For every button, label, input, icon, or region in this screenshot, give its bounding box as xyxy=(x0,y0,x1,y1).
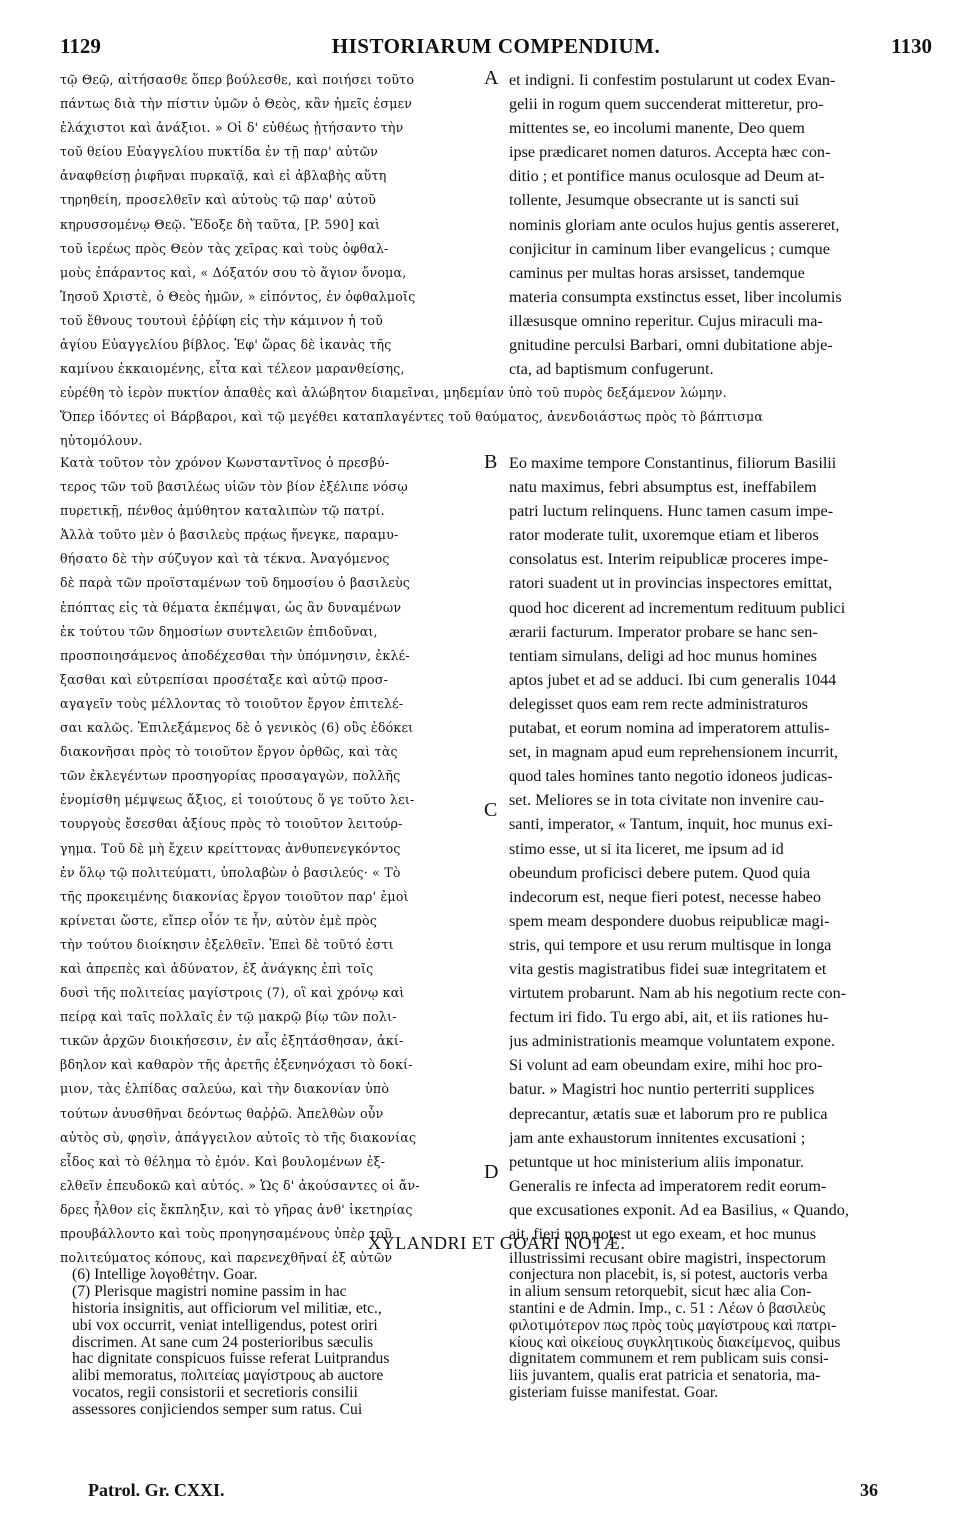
latin-text-line: putabat, et eorum nomina ad imperatorem attulis- xyxy=(509,719,830,738)
latin-column-section-1 xyxy=(509,68,929,381)
margin-marker-c: C xyxy=(484,799,498,821)
greek-text-line: τικῶν ἀρχῶν διοικήσεσιν, ἐν αἷς ἐξητάσθησαν, ἀκί- xyxy=(60,1033,404,1049)
latin-text-line: rator moderate tulit, uxoremque etiam et liberos xyxy=(509,526,819,545)
greek-text-line: τῆς προκειμένης διακονίας ἔργον τοιοῦτον παρ' ἐμοὶ xyxy=(60,888,409,904)
greek-text-line: αὐτὸς σὺ, φησὶν, ἀπάγγειλον αὐτοῖς τὸ τῆς διακονίας xyxy=(60,1129,417,1145)
latin-text-line: virtutem probarunt. Nam ab his negotium recte con- xyxy=(509,984,847,1003)
latin-text-line: deprecantur, ætatis suæ et laborum pro re publica xyxy=(509,1104,828,1123)
latin-text-line: spem meam despondere duobus reipublicæ magi- xyxy=(509,911,830,930)
greek-text-line: μιον, τὰς ἐλπίδας σαλεύω, καὶ τὴν διακονίαν ὑπὸ xyxy=(60,1081,390,1097)
latin-text-line: caminus per multas horas arsisset, tandemque xyxy=(509,263,805,282)
greek-column-section-2 xyxy=(60,451,480,1270)
greek-text-line: γημα. Τοῦ δὲ μὴ ἔχειν κρείττονας ἀνθυπενεγκόντος xyxy=(60,840,401,856)
footer-series-label: Patrol. Gr. CXXI. xyxy=(88,1480,225,1500)
greek-text-line: κρίνεται ὥστε, εἴπερ οἷόν τε ἦν, αὐτὸν ἐμὲ πρὸς xyxy=(60,912,378,928)
note-text-line: dignitatem communem et rem publicam suis consi- xyxy=(509,1350,829,1368)
greek-text-line: ηὐτομόλουν. xyxy=(60,433,143,449)
latin-text-line: vita gestis magistratibus fidei suæ integritatem et xyxy=(509,959,827,978)
latin-text-line: ratori suadent ut in provincias inspectores emittat, xyxy=(509,574,833,593)
note-text-line: (6) Intellige λογοθέτην. Goar. xyxy=(72,1267,258,1283)
greek-text-line: τῶν ἐκλεγέντων προσηγορίας προσαγαγὼν, πολλῆς xyxy=(60,768,401,784)
margin-marker-a: A xyxy=(484,67,499,89)
left-column-number: 1129 xyxy=(60,34,101,58)
greek-text-line: αγαγεῖν τοὺς μέλλοντας τὸ τοιοῦτον ἔργον ἐπιτελέ- xyxy=(60,695,404,711)
greek-text-line: Ὅπερ ἰδόντες οἱ Βάρβαροι, καὶ τῷ μεγέθει καταπλαγέντες τοῦ θαύματος, ἀνενδοιάστως πρὸς τὸ βάπτισμα xyxy=(60,409,764,425)
latin-text-line: Generalis re infecta ad imperatorem redit eorum- xyxy=(509,1176,827,1195)
greek-text-line: καμίνου ἐκκαιομένης, εἶτα καὶ τέλεον μαρανθείσης, xyxy=(60,361,405,377)
latin-text-line: Si volunt ad eam obeundam exire, mihi hoc pro- xyxy=(509,1056,823,1075)
greek-text-line: Κατὰ τοῦτον τὸν χρόνον Κωνσταντῖνος ὁ πρεσβύ- xyxy=(60,455,390,470)
greek-text-line: ελθεῖν ἐπευδοκῶ καὶ αὐτός. » Ὡς δ' ἀκούσαντες οἱ ἄν- xyxy=(60,1177,420,1193)
latin-text-line: illæsusque omnino reperitur. Cujus miraculi ma- xyxy=(509,311,823,330)
margin-marker-d: D xyxy=(484,1161,499,1183)
greek-text-line: κηρυσσομένῳ Θεῷ. Ἔδοξε δὴ ταῦτα, [P. 590] καὶ xyxy=(60,216,381,232)
greek-text-line: διακονῆσαι πρὸς τὸ τοιοῦτον ἔργον ὀρθῶς, καὶ τὰς xyxy=(60,744,398,760)
latin-text-line: conjicitur in caminum liber evangelicus ; cumque xyxy=(509,239,830,258)
latin-text-line: nominis gloriam ante oculos hujus gentis assereret, xyxy=(509,215,840,234)
greek-text-line: πυρετικῇ, πένθος ἀμύθητον καταλιπὼν τῷ πατρί. xyxy=(60,503,385,519)
greek-text-line: πάντως διὰ τὴν πίστιν ὑμῶν ὁ Θεὸς, κἂν ἡμεῖς ἐσμεν xyxy=(60,96,413,112)
latin-text-line: ipse prædicaret nomen daturos. Accepta hæc con- xyxy=(509,143,831,162)
latin-text-line: illustrissimi recusant obire magistri, inspectorum xyxy=(509,1249,826,1268)
note-text-line: vocatos, regii consistorii et secretioris consilii xyxy=(72,1384,358,1402)
latin-text-line: jam ante exhaustorum innitentes excusationi ; xyxy=(509,1128,806,1147)
greek-text-line: τοῦ ἔθνους τουτουὶ ἐῤῥίφη εἰς τὴν κάμινον ἡ τοῦ xyxy=(60,312,383,328)
greek-text-line: προυβάλλοντο καὶ τοὺς προηγησαμένους ὑπὲρ τοῦ xyxy=(60,1226,392,1241)
latin-text-line: stimo esse, ut si ita liceret, me ipsum ad id xyxy=(509,839,784,858)
greek-text-line: τὴν τούτου διοίκησιν ἐξελθεῖν. Ἐπεὶ δὲ τοῦτό ἐστι xyxy=(60,936,394,952)
greek-column-section-1 xyxy=(60,68,480,381)
latin-text-line: fectum iri fido. Tu ergo abi, ait, et iis rationes hu- xyxy=(509,1008,829,1027)
greek-text-line: τούτων ἀνυσθῆναι δεόντως θαῤῥῶ. Ἀπελθὼν οὖν xyxy=(60,1105,384,1121)
margin-marker-b: B xyxy=(484,451,498,473)
greek-text-line: τοῦ θείου Εὐαγγελίου πυκτίδα ἐν τῇ παρ' αὐτῶν xyxy=(60,144,379,160)
note-text-line: ubi vox occurrit, veniat intelligendus, potest oriri xyxy=(72,1316,378,1334)
greek-text-line: ξασθαι καὶ εὐτρεπίσαι προσέταξε καὶ αὐτῷ προσ- xyxy=(60,671,389,687)
latin-text-line: gelii in rogum quem succenderat mitteretur, pro- xyxy=(509,95,824,114)
running-header xyxy=(60,34,932,64)
latin-text-line: ditio ; et pontifice manus oculosque ad Deum at- xyxy=(509,167,825,186)
latin-text-line: que excusationes exponit. Ad ea Basilius, « Quando, xyxy=(509,1200,849,1219)
notes-left-column xyxy=(72,1267,490,1419)
latin-text-line: gnitudine perculsi Barbari, omni dubitatione abje- xyxy=(509,336,833,355)
latin-text-line: delegisset quos eam rem recte administraturos xyxy=(509,694,808,713)
latin-text-line: Eo maxime tempore Constantinus, filiorum Basilii xyxy=(509,454,837,472)
greek-text-line: Ἀλλὰ τοῦτο μὲν ὁ βασιλεὺς πρᾴως ἤνεγκε, παραμυ- xyxy=(60,527,399,543)
greek-text-line: ἐκ τούτου τῶν δημοσίων συντελειῶν ἐπιδοῦναι, xyxy=(60,623,378,639)
greek-text-line: μοὺς ἐπάραντος καὶ, « Δόξατόν σου τὸ ἅγιον ὄνομα, xyxy=(60,264,407,280)
greek-full-width-block xyxy=(60,381,930,453)
note-text-line: assessores conjiciendos semper sum ratus. Cui xyxy=(72,1401,363,1419)
greek-text-line: πολιτεύματος κόπους, καὶ παρενεχθῆναί ἐξ αὐτῶν xyxy=(60,1250,393,1266)
page-title: HISTORIARUM COMPENDIUM. xyxy=(331,34,661,58)
note-text-line: in alium sensum retorquebit, sicut hæc alia Con- xyxy=(509,1282,812,1300)
latin-text-line: tollente, Jesumque obsecrante ut is sancti sui xyxy=(509,191,799,210)
latin-text-line: consolatus est. Interim reipublicæ proceres impe- xyxy=(509,550,829,569)
latin-text-line: natu maximus, febri absumptus est, ineffabilem xyxy=(509,478,817,497)
greek-text-line: βδηλον καὶ καθαρὸν τῆς ἀρετῆς ἐξενηνόχασι τὸ δοκί- xyxy=(60,1057,413,1073)
latin-text-line: set, in magnam apud eum reprehensionem incurrit, xyxy=(509,743,839,762)
note-text-line: discrimen. At sane cum 24 posterioribus sæculis xyxy=(72,1333,374,1351)
note-text-line: conjectura non placebit, is, si potest, auctoris verba xyxy=(509,1267,828,1283)
greek-text-line: πείρᾳ καὶ ταῖς πολλαῖς ἐν τῷ μακρῷ βίῳ τῶν πολι- xyxy=(60,1009,397,1025)
right-column-number: 1130 xyxy=(891,34,932,58)
note-text-line: historia insignitis, aut officiorum vel militiæ, etc., xyxy=(72,1299,382,1317)
note-text-line: stantini e de Admin. Imp., c. 51 : Λέων ὁ βασιλεὺς xyxy=(509,1299,826,1317)
latin-text-line: cta, ad baptismum confugerunt. xyxy=(509,360,714,379)
notes-right-column xyxy=(509,1267,934,1402)
footer-page-number: 36 xyxy=(860,1480,878,1500)
greek-text-line: θήσατο δὲ τὴν σύζυγον καὶ τὰ τέκνα. Ἀναγόμενος xyxy=(60,551,390,567)
greek-text-line: προσποιησάμενος ἀποδέχεσθαι τὴν ὑπόμνησιν, ἐκλέ- xyxy=(60,647,410,663)
latin-text-line: mittentes se, eo incolumi manente, Deo quem xyxy=(509,119,805,138)
note-text-line: κίους καὶ οἰκείους συγκλητικοὺς διακείμενος, quibus xyxy=(509,1333,841,1351)
greek-text-line: ἁγίου Εὐαγγελίου βίβλος. Ἐφ' ὥρας δὲ ἱκανὰς τῆς xyxy=(60,337,392,353)
greek-text-line: τουργοὺς ἔσεσθαι ἀξίους πρὸς τὸ τοιοῦτον λειτούρ- xyxy=(60,816,403,832)
latin-text-line: set. Meliores se in tota civitate non invenire cau- xyxy=(509,791,825,810)
greek-text-line: τηρηθείη, προσελθεῖν καὶ αὐτοὺς τῷ παρ' αὐτοῦ xyxy=(60,192,377,208)
notes-title: XYLANDRI ET GOARI NOTÆ. xyxy=(368,1233,626,1253)
greek-text-line: εἶδος καὶ τὸ θέλημα τὸ ἐμόν. Καὶ βουλομένων ἐξ- xyxy=(60,1153,386,1169)
greek-text-line: δυσὶ τῆς πολιτείας μαγίστροις (7), οἳ καὶ χρόνῳ καὶ xyxy=(60,985,405,1001)
latin-text-line: jus administrationis meamque voluntatem expone. xyxy=(509,1032,835,1051)
latin-text-line: santi, imperator, « Tantum, inquit, hoc munus exi- xyxy=(509,815,833,834)
note-text-line: alibi memoratus, πολιτείας μαγίστρους ab auctore xyxy=(72,1367,384,1385)
latin-text-line: stris, qui tempore et usu rerum multisque in longa xyxy=(509,935,832,954)
greek-text-line: καὶ ἀπρεπὲς καὶ ἀδύνατον, ἐξ ἀνάγκης ἐπὶ τοῖς xyxy=(60,960,374,976)
greek-text-line: σαι καλῶς. Ἐπιλεξάμενος δὲ ὁ γενικὸς (6) οὓς ἐδόκει xyxy=(60,720,414,736)
greek-text-line: ἐνομίσθη μέμψεως ἄξιος, εἰ τοιούτους ὅ γε τοῦτο λει- xyxy=(60,792,415,808)
greek-text-line: Ἰησοῦ Χριστὲ, ὁ Θεὸς ἡμῶν, » εἰπόντος, ἐν ὀφθαλμοῖς xyxy=(60,288,416,304)
greek-text-line: εὑρέθη τὸ ἱερὸν πυκτίον ἀπαθὲς καὶ ἀλώβητον διαμεῖναι, μηδεμίαν ὑπὸ τοῦ πυρὸς δεξάμενον λώμην. xyxy=(60,385,727,400)
greek-text-line: ἀναφθείσῃ ῥιφῆναι πυρκαϊᾷ, καὶ εἰ ἀβλαβὴς αὕτη xyxy=(60,168,387,184)
greek-text-line: ἐλάχιστοι καὶ ἀνάξιοι. » Οἱ δ' εὐθέως ᾐτήσαντο τὴν xyxy=(60,120,404,136)
greek-text-line: τερος τῶν τοῦ βασιλέως υἱῶν τὸν βίον ἐξέλιπε νόσῳ xyxy=(60,479,408,495)
greek-text-line: δρες ἦλθον εἰς ἔκπληξιν, καὶ τὸ γῆρας ἀνθ' ἱκετηρίας xyxy=(60,1201,413,1217)
latin-text-line: indecorum est, neque fieri potest, necesse habeo xyxy=(509,887,821,906)
latin-text-line: et indigni. Ii confestim postularunt ut codex Evan- xyxy=(509,71,836,89)
note-text-line: (7) Plerisque magistri nomine passim in hac xyxy=(72,1282,347,1300)
latin-column-section-2 xyxy=(509,451,929,1270)
latin-text-line: ait, fieri non potest ut ego exeam, et hoc munus xyxy=(509,1225,817,1243)
latin-text-line: patri luctum relinquens. Hunc tamen casum impe- xyxy=(509,502,834,521)
note-text-line: hac dignitate conspicuos fuisse referat Luitprandus xyxy=(72,1350,390,1368)
note-text-line: φιλοτιμότερον πως πρὸς τοὺς μαγίστρους καὶ πατρι- xyxy=(509,1316,837,1334)
greek-text-line: τῷ Θεῷ, αἰτήσασθε ὅπερ βούλεσθε, καὶ ποιήσει τοῦτο xyxy=(60,72,415,87)
greek-text-line: ἐπόπτας εἰς τὰ θέματα ἐκπέμψαι, ὡς ἂν δυναμένων xyxy=(60,599,402,615)
latin-text-line: batur. » Magistri hoc nuntio perterriti supplices xyxy=(509,1080,815,1099)
latin-text-line: quod hoc dicerent ad incrementum redituum publici xyxy=(509,598,846,617)
note-text-line: gisteriam fuisse manifestat. Goar. xyxy=(509,1384,719,1402)
latin-text-line: ærarii facturum. Imperator probare se hanc sen- xyxy=(509,622,818,641)
greek-text-line: τοῦ ἱερέως πρὸς Θεὸν τὰς χεῖρας καὶ τοὺς ὀφθαλ- xyxy=(60,240,389,256)
latin-text-line: obeundum proficisci debere putem. Quod quia xyxy=(509,863,811,882)
latin-text-line: tentiam simulans, deligi ad hoc munus homines xyxy=(509,646,817,665)
greek-text-line: ἐν ὅλῳ τῷ πολιτεύματι, ὑπολαβὼν ὁ βασιλεύς· « Τὸ xyxy=(60,864,401,880)
latin-text-line: petuntque ut hoc ministerium aliis imponatur. xyxy=(509,1152,804,1171)
latin-text-line: aptos jubet et ad se adduci. Ibi cum generalis 1044 xyxy=(509,670,837,689)
note-text-line: liis juvantem, qualis erat patricia et senatoria, ma- xyxy=(509,1367,821,1385)
latin-text-line: quod tales homines tanto negotio idoneos judicas- xyxy=(509,767,833,786)
greek-text-line: δὲ παρὰ τῶν προϊσταμένων τοῦ δημοσίου ὁ βασιλεὺς xyxy=(60,575,411,591)
latin-text-line: materia consumpta exstinctus esset, liber incolumis xyxy=(509,287,842,306)
